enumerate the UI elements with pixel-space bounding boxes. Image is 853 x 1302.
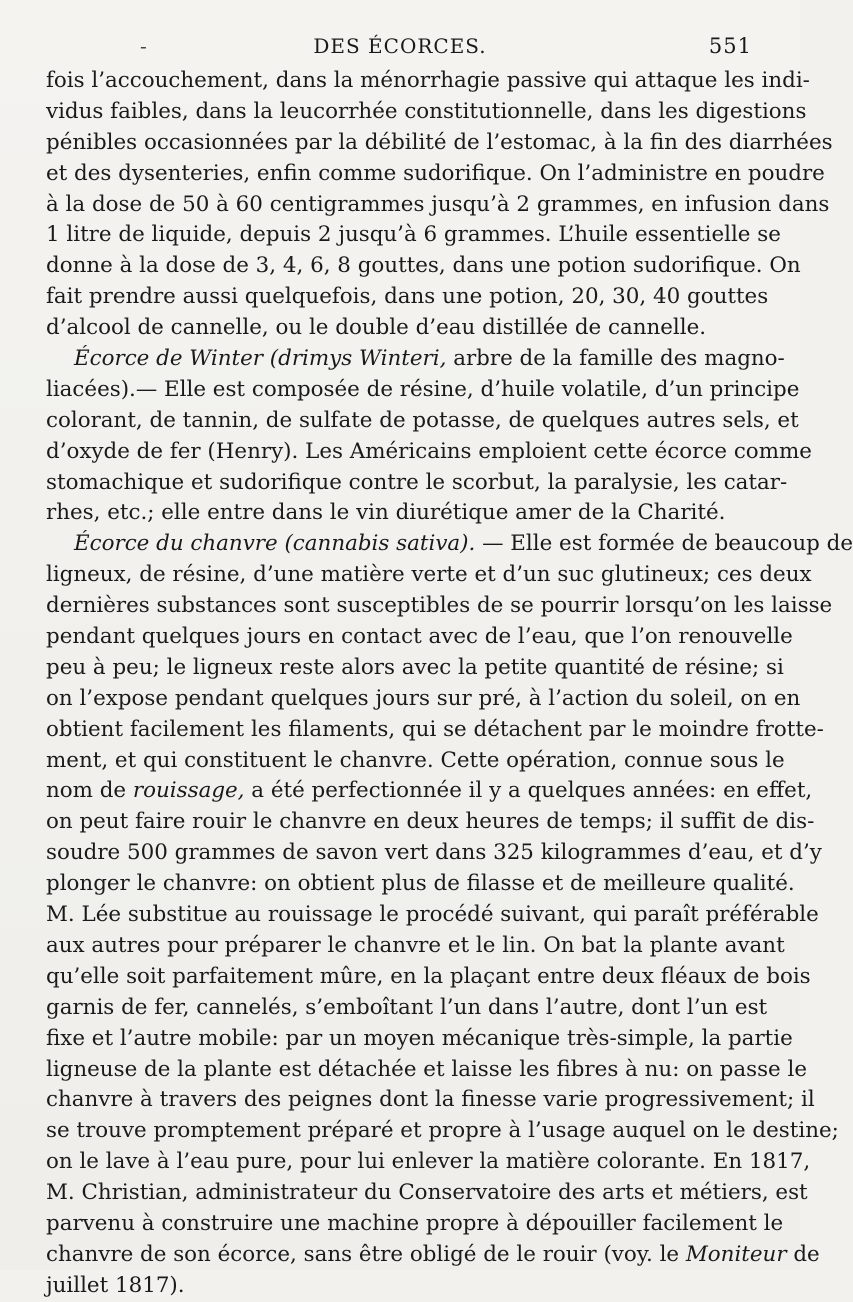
text-line [46, 529, 853, 560]
text-line: d’oxyde de fer (Henry). Les Américains emploient cette écorce comme [46, 438, 812, 464]
text-line: on peut faire rouir le chanvre en deux heures de temps; il suffit de dis- [46, 809, 815, 835]
text-run: — Elle est formée de beaucoup de [475, 531, 853, 557]
text-line: fois l’accouchement, dans la ménorrhagie passive qui attaque les indi- [46, 68, 810, 93]
text-line: pénibles occasionnées par la débilité de l’estomac, à la fin des diarrhées [46, 129, 833, 155]
text-line: garnis de fer, cannelés, s’emboîtant l’un dans l’autre, dont l’un est [46, 994, 768, 1020]
page-number: 551 [708, 34, 752, 58]
text-line: d’alcool de cannelle, ou le double d’eau distillée de cannelle. [46, 315, 707, 341]
text-line: M. Lée substitue au rouissage le procédé suivant, qui paraît préférable [46, 902, 819, 928]
text-line: donne à la dose de 3, 4, 6, 8 gouttes, dans une potion sudorifique. On [46, 253, 801, 279]
running-title: DES ÉCORCES. [313, 34, 487, 58]
text-run: de [786, 1241, 820, 1267]
text-line: chanvre à travers des peignes dont la finesse varie progressivement; il [46, 1087, 815, 1113]
text-line: ligneux, de résine, d’une matière verte et d’un suc glutineux; ces deux [46, 562, 812, 588]
text-line: dernières substances sont susceptibles de se pourrir lorsqu’on les laisse [46, 593, 833, 619]
body-text [46, 66, 853, 1302]
italic-term: Moniteur [685, 1241, 787, 1267]
italic-term: Écorce du chanvre (cannabis sativa). [74, 531, 476, 557]
text-line: on le lave à l’eau pure, pour lui enlever la matière colorante. En 1817, [46, 1149, 811, 1175]
text-line: ligneuse de la plante est détachée et laisse les fibres à nu: on passe le [46, 1056, 808, 1082]
text-run: nom de [46, 778, 133, 804]
text-line: vidus faibles, dans la leucorrhée constitutionnelle, dans les digestions [46, 98, 807, 124]
text-line: parvenu à construire une machine propre à dépouiller facilement le [46, 1210, 784, 1236]
text-line: se trouve promptement préparé et propre à l’usage auquel on le destine; [46, 1118, 839, 1144]
italic-term: rouissage, [132, 778, 245, 804]
text-line: plonger le chanvre: on obtient plus de filasse et de meilleure qualité. [46, 871, 795, 897]
text-line: 1 litre de liquide, depuis 2 jusqu’à 6 grammes. L’huile essentielle se [46, 222, 781, 248]
text-run: arbre de la famille des magno- [446, 346, 785, 372]
text-line: juillet 1817). [46, 1272, 185, 1298]
text-line: soudre 500 grammes de savon vert dans 325 kilogrammes d’eau, et d’y [46, 840, 822, 866]
text-line: rhes, etc.; elle entre dans le vin diurétique amer de la Charité. [46, 500, 726, 526]
text-run: a été perfectionnée il y a quelques années: en effet, [244, 778, 813, 804]
text-line: peu à peu; le ligneux reste alors avec la petite quantité de résine; si [46, 654, 784, 680]
text-line: liacées).— Elle est composée de résine, d’huile volatile, d’un principe [46, 376, 800, 402]
text-line: pendant quelques jours en contact avec de l’eau, que l’on renouvelle [46, 624, 793, 650]
running-header [0, 34, 800, 64]
italic-term: Écorce de Winter (drimys Winteri, [74, 346, 447, 372]
text-line: fait prendre aussi quelquefois, dans une potion, 20, 30, 40 gouttes [46, 284, 769, 310]
text-line: fixe et l’autre mobile: par un moyen mécanique très-simple, la partie [46, 1025, 793, 1051]
text-line: obtient facilement les filaments, qui se détachent par le moindre frotte- [46, 716, 824, 742]
text-line [46, 344, 785, 375]
text-line [46, 776, 813, 807]
text-line: ment, et qui constituent le chanvre. Cette opération, connue sous le [46, 747, 785, 773]
text-line: et des dysenteries, enfin comme sudorifique. On l’administre en poudre [46, 160, 825, 186]
text-line: on l’expose pendant quelques jours sur pré, à l’action du soleil, on en [46, 685, 801, 711]
text-line [46, 1240, 820, 1271]
text-line: colorant, de tannin, de sulfate de potasse, de quelques autres sels, et [46, 407, 799, 433]
text-line: aux autres pour préparer le chanvre et le lin. On bat la plante avant [46, 932, 785, 958]
text-line: M. Christian, administrateur du Conservatoire des arts et métiers, est [46, 1180, 808, 1206]
text-line: stomachique et sudorifique contre le scorbut, la paralysie, les catar- [46, 469, 788, 495]
text-run: chanvre de son écorce, sans être obligé de le rouir (voy. le [46, 1241, 686, 1267]
text-line: à la dose de 50 à 60 centigrammes jusqu’à 2 grammes, en infusion dans [46, 191, 830, 217]
text-line: qu’elle soit parfaitement mûre, en la plaçant entre deux fléaux de bois [46, 963, 811, 989]
header-mark: - [140, 34, 148, 58]
